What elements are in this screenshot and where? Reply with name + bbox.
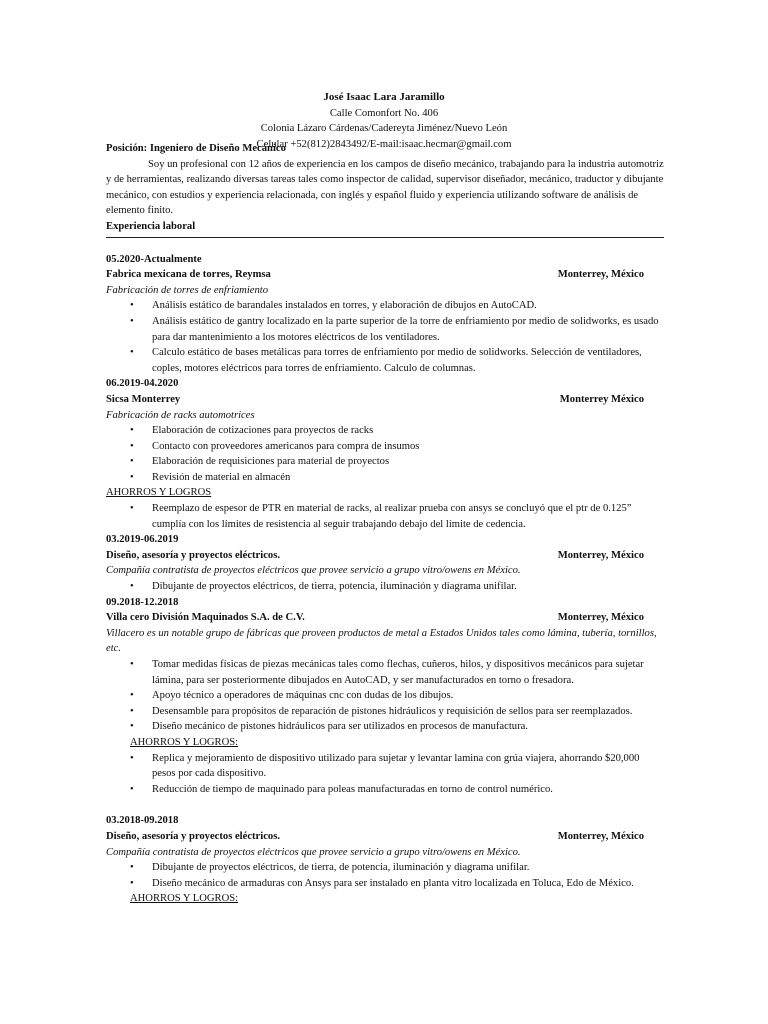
- list-item: • Dibujante de proyectos eléctricos, de tierra, potencia, iluminación y diagrama unifilar.: [152, 579, 664, 595]
- job-entry: [106, 595, 664, 798]
- savings-list: [106, 501, 664, 532]
- list-item: • Tomar medidas físicas de piezas mecánicas tales como flechas, cuñeros, hilos, y dispositivos mecánicos para sujetar lámina, para ser posteriormente dibujados en AutoCAD, y ser manufacturados en torno o fresadora.: [152, 657, 664, 688]
- job-description: Compañía contratista de proyectos eléctricos que provee servicio a grupo vitro/owens en México.: [106, 846, 521, 858]
- list-item: • Reducción de tiempo de maquinado para poleas manufacturadas en torno de control numérico.: [152, 782, 664, 798]
- savings-heading: AHORROS Y LOGROS:: [130, 893, 239, 905]
- job-location: Monterrey, México: [557, 269, 644, 281]
- list-item: • Desensamble para propósitos de reparación de pistones hidráulicos y requisición de sellos para ser reemplazados.: [152, 704, 664, 720]
- job-dates: 09.2018-12.2018: [106, 596, 179, 608]
- list-item: • Calculo estático de bases metálicas para torres de enfriamiento por medio de solidworks. Selección de ventiladores, coples, motores eléctricos para torres de enfriamiento. Calculo de columnas.: [152, 345, 664, 376]
- job-entry: [106, 532, 664, 594]
- address-line-2: Colonia Lázaro Cárdenas/Cadereyta Jiménez/Nuevo León: [260, 123, 508, 135]
- list-item: • Apoyo técnico a operadores de máquinas cnc con dudas de los dibujos.: [152, 688, 664, 704]
- job-description: Fabricación de racks automotrices: [106, 409, 255, 421]
- list-item: • Contacto con proveedores americanos para compra de insumos: [152, 439, 664, 455]
- list-item: • Diseño mecánico de armaduras con Ansys para ser instalado en planta vitro localizada en Toluca, Edo de México.: [152, 876, 664, 892]
- list-item: • Análisis estático de barandales instalados en torres, y elaboración de dibujos en AutoCAD.: [152, 298, 664, 314]
- list-item: • Revisión de material en almacén: [152, 470, 664, 486]
- savings-heading: AHORROS Y LOGROS: [106, 487, 212, 499]
- list-item: • Reemplazo de espesor de PTR en material de racks, al realizar prueba con ansys se concluyó que el ptr de 0.125” cumplía con los límites de resistencia al seguir trabajando debajo del límite de cedencia.: [152, 501, 664, 532]
- savings-list: [106, 751, 664, 798]
- job-duties-list: [106, 423, 664, 485]
- professional-summary: Soy un profesional con 12 años de experiencia en los campos de diseño mecánico, trabajando para la industria automotriz y de herramientas, realizando diversas tareas tales como inspector de calidad, supervisor diseñador, mecánico, traductor y dibujante mecánico, con estudios y experiencia relacionada, con inglés y español fluido y experiencia utilizando software de análisis de elemento finito.: [106, 158, 664, 217]
- candidate-name: José Isaac Lara Jaramillo: [323, 91, 445, 103]
- job-duties-list: [106, 298, 664, 376]
- job-company: Sicsa Monterrey: [106, 393, 181, 405]
- job-entry: [106, 252, 664, 377]
- list-item: • Análisis estático de gantry localizado en la parte superior de la torre de enfriamiento por medio de solidworks, es usado para dar mantenimiento a los motores eléctricos de los ventiladores.: [152, 314, 664, 345]
- job-description: Compañía contratista de proyectos eléctricos que provee servicio a grupo vitro/owens en México.: [106, 565, 521, 577]
- list-item: • Diseño mecánico de pistones hidráulicos para ser utilizados en procesos de manufactura.: [152, 719, 664, 735]
- job-location: Monterrey, México: [557, 612, 644, 624]
- job-duties-list: [106, 657, 664, 735]
- list-item: • Replica y mejoramiento de dispositivo utilizado para sujetar y levantar lamina con grúa viajera, ahorrando $20,000 pesos por cada dispositivo.: [152, 751, 664, 782]
- list-item: • Elaboración de cotizaciones para proyectos de racks: [152, 423, 664, 439]
- job-dates: 03.2019-06.2019: [106, 534, 179, 546]
- job-location: Monterrey, México: [557, 830, 644, 842]
- job-dates: 06.2019-04.2020: [106, 378, 179, 390]
- job-dates: 05.2020-Actualmente: [106, 253, 202, 265]
- contact-line: Celular +52(812)2843492/E-mail:isaac.hecmar@gmail.com: [256, 138, 512, 150]
- job-dates: 03.2018-09.2018: [106, 815, 179, 827]
- job-description: Fabricación de torres de enfriamiento: [106, 284, 269, 296]
- job-company: Diseño, asesoría y proyectos eléctricos.: [106, 549, 280, 561]
- job-company: Diseño, asesoría y proyectos eléctricos.: [106, 830, 280, 842]
- savings-heading: AHORROS Y LOGROS:: [130, 736, 239, 748]
- list-item: • Dibujante de proyectos eléctricos, de tierra, de potencia, iluminación y diagrama unifilar.: [152, 860, 664, 876]
- job-duties-list: [106, 860, 664, 891]
- job-duties-list: [106, 579, 664, 595]
- position-title: Posición: Ingeniero de Diseño Mecánico: [106, 143, 286, 154]
- address-line-1: Calle Comonfort No. 406: [329, 107, 439, 119]
- job-entry: [106, 376, 664, 532]
- experience-section-title: Experiencia laboral: [106, 219, 664, 238]
- resume-body: [106, 141, 664, 907]
- job-entry: [106, 813, 664, 907]
- job-company: Fabrica mexicana de torres, Reymsa: [106, 269, 271, 281]
- job-location: Monterrey México: [559, 393, 644, 405]
- job-location: Monterrey, México: [557, 549, 644, 561]
- job-company: Villa cero División Maquinados S.A. de C.V.: [106, 612, 305, 624]
- job-description: Villacero es un notable grupo de fábricas que proveen productos de metal a Estados Unidos tales como lámina, tubería, tornillos, etc.: [106, 627, 657, 655]
- list-item: • Elaboración de requisiciones para material de proyectos: [152, 454, 664, 470]
